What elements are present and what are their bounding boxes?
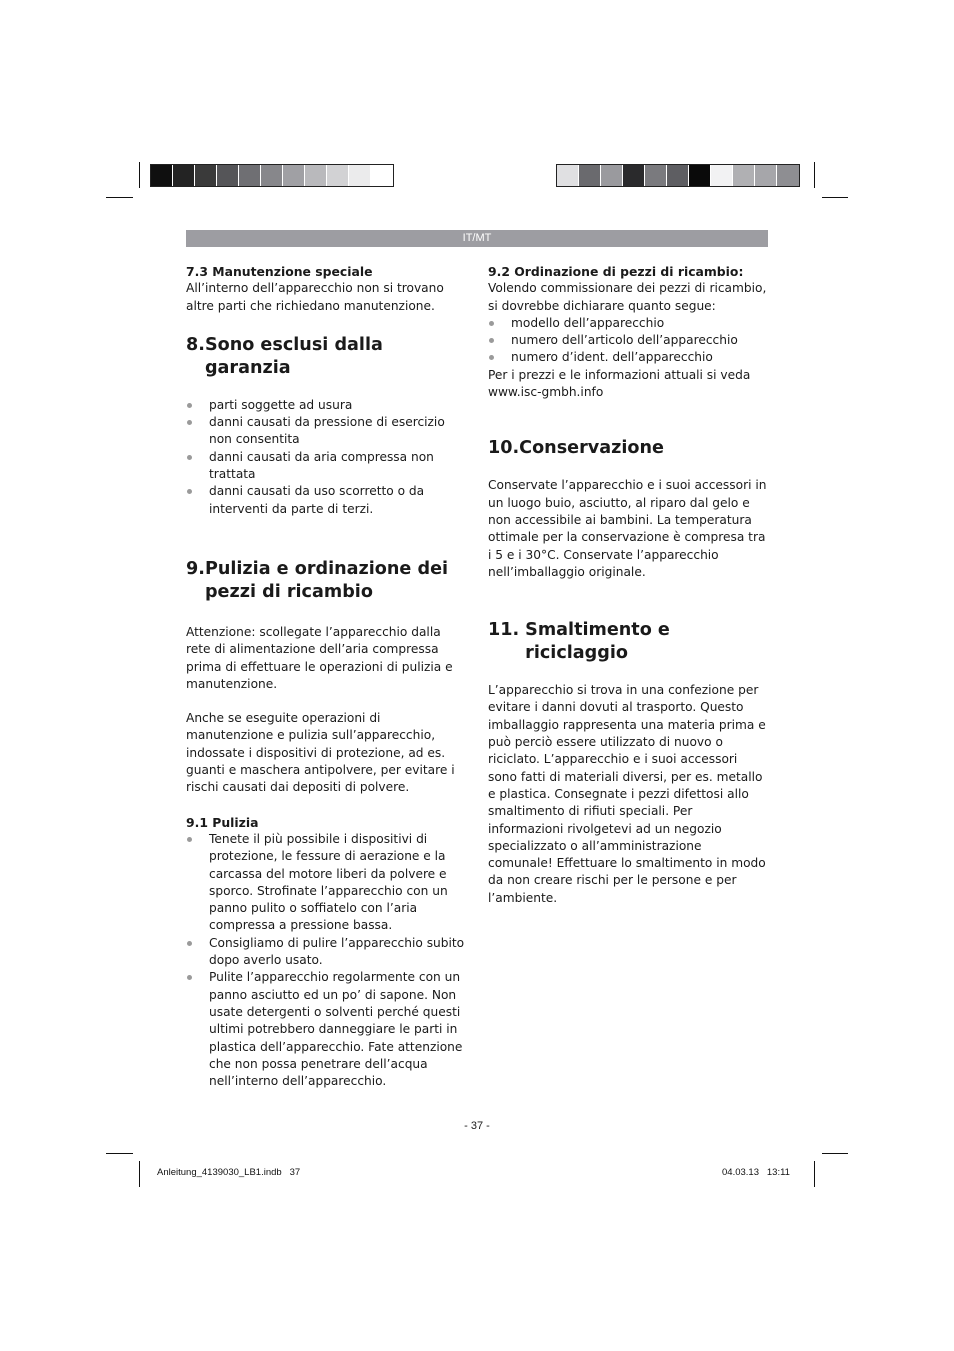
color-swatch [755, 165, 777, 186]
page-number: - 37 - [464, 1120, 490, 1132]
list-item: parti soggette ad usura [186, 397, 468, 414]
footer-file-name: Anleitung_4139030_LB1.indb 37 [157, 1167, 301, 1178]
left-column [186, 263, 468, 1090]
section-9-2-list [488, 315, 770, 367]
section-9-2-info: Per i prezzi e le informazioni attuali si veda www.isc-gmbh.info [488, 367, 751, 400]
color-swatch [689, 165, 711, 186]
color-swatch [371, 165, 393, 186]
section-10-text: Conservate l’apparecchio e i suoi accessori in un luogo buio, asciutto, al riparo dal gelo e non accessibile ai bambini. La temperatura ottimale per la conservazione è compresa tra i 5 e i 30°C. Conservate l’apparecchio nell’imballaggio originale. [488, 478, 767, 579]
crop-mark [106, 1153, 133, 1154]
section-11-text: L’apparecchio si trova in una confezione per evitare i danni dovuti al trasporto. Questo imballaggio rappresenta una materia prima e può perciò essere utilizzato di nuovo o riciclato. L’apparecchio e i suoi accessori sono fatti di materiali diversi, per es. metallo e plastica. Consegnate i pezzi difettosi allo smaltimento di rifiuti speciali. Per informazioni rivolgetevi ad un negozio specializzato o all’amministrazione comunale! Effettuare lo smaltimento in modo da non creare rischi per le persone e per l’ambiente. [488, 683, 766, 905]
color-swatch [305, 165, 327, 186]
section-9-title: Pulizia e ordinazione dei pezzi di ricambio [204, 558, 449, 602]
right-column [488, 263, 770, 907]
color-swatch [173, 165, 195, 186]
section-8-heading [186, 334, 468, 380]
color-calibration-bar-left [150, 164, 394, 187]
section-10-number: 10. [488, 438, 520, 459]
section-7-3-title: 7.3 Manutenzione speciale [186, 264, 373, 279]
crop-mark [814, 1161, 815, 1187]
footer-date: 04.03.13 13:11 [722, 1167, 790, 1178]
list-item: numero d’ident. dell’apparecchio [488, 349, 770, 366]
color-swatch [711, 165, 733, 186]
color-swatch [327, 165, 349, 186]
list-item: Tenete il più possibile i dispositivi di protezione, le fessure di aerazione e la carcassa del motore liberi da polvere e sporco. Strofinate l’apparecchio con un panno pulito o soffiatelo con l’aria compressa a pressione bassa. [186, 831, 468, 935]
color-swatch [645, 165, 667, 186]
crop-mark [106, 197, 133, 198]
section-8-list [186, 397, 468, 518]
section-9-heading [186, 558, 468, 604]
list-item: modello dell’apparecchio [488, 315, 770, 332]
color-swatch [217, 165, 239, 186]
list-item: danni causati da aria compressa non trattata [186, 449, 468, 484]
section-9-warning: Attenzione: scollegate l’apparecchio dalla rete di alimentazione dell’aria compressa prima di effettuare le operazioni di pulizia e manutenzione. [186, 624, 453, 691]
section-9-2-text: Volendo commissionare dei pezzi di ricambio, si dovrebbe dichiarare quanto segue: [488, 281, 767, 313]
crop-mark [139, 1161, 140, 1187]
section-10-title: Conservazione [519, 438, 664, 459]
color-swatch [733, 165, 755, 186]
color-swatch [601, 165, 623, 186]
crop-mark [822, 197, 848, 198]
color-swatch [667, 165, 689, 186]
color-swatch [349, 165, 371, 186]
color-swatch [557, 165, 579, 186]
crop-mark [814, 162, 815, 188]
list-item: Consigliamo di pulire l’apparecchio subito dopo averlo usato. [186, 935, 468, 970]
section-11-number: 11. [488, 620, 520, 641]
crop-mark [139, 162, 140, 188]
section-9-1-title: 9.1 Pulizia [186, 814, 259, 830]
color-calibration-bar-right [556, 164, 800, 187]
section-8-number: 8. [186, 334, 205, 355]
section-9-protection: Anche se eseguite operazioni di manutenzione e pulizia sull’apparecchio, indossate i dispositivi di protezione, ad es. guanti e maschera antipolvere, per evitare i rischi causati dai depositi di polvere. [186, 711, 455, 795]
color-swatch [261, 165, 283, 186]
list-item: Pulite l’apparecchio regolarmente con un panno asciutto ed un po’ di sapone. Non usate detergenti o solventi perché questi ultimi potrebbero danneggiare le parti in plastica dell’apparecchio. Fate attenzione che non possa penetrare dell’acqua nell’interno dell’apparecchio. [186, 969, 468, 1090]
list-item: danni causati da pressione di esercizio non consentita [186, 414, 468, 449]
section-11-heading [488, 619, 770, 665]
section-10-heading [488, 437, 770, 460]
section-9-2-title: 9.2 Ordinazione di pezzi di ricambio: [488, 264, 744, 279]
section-7-3-text: All’interno dell’apparecchio non si trovano altre parti che richiedano manutenzione. [186, 281, 444, 313]
list-item: numero dell’articolo dell’apparecchio [488, 332, 770, 349]
crop-mark [822, 1153, 848, 1154]
section-8-title: Sono esclusi dalla garanzia [204, 334, 383, 378]
section-11-title: Smaltimento e riciclaggio [525, 620, 670, 664]
color-swatch [283, 165, 305, 186]
color-swatch [777, 165, 799, 186]
section-9-1-list [186, 831, 468, 1090]
color-swatch [579, 165, 601, 186]
color-swatch [195, 165, 217, 186]
color-swatch [151, 165, 173, 186]
color-swatch [239, 165, 261, 186]
section-9-number: 9. [186, 558, 205, 579]
list-item: danni causati da uso scorretto o da interventi da parte di terzi. [186, 483, 468, 518]
color-swatch [623, 165, 645, 186]
language-header: IT/MT [186, 230, 768, 247]
